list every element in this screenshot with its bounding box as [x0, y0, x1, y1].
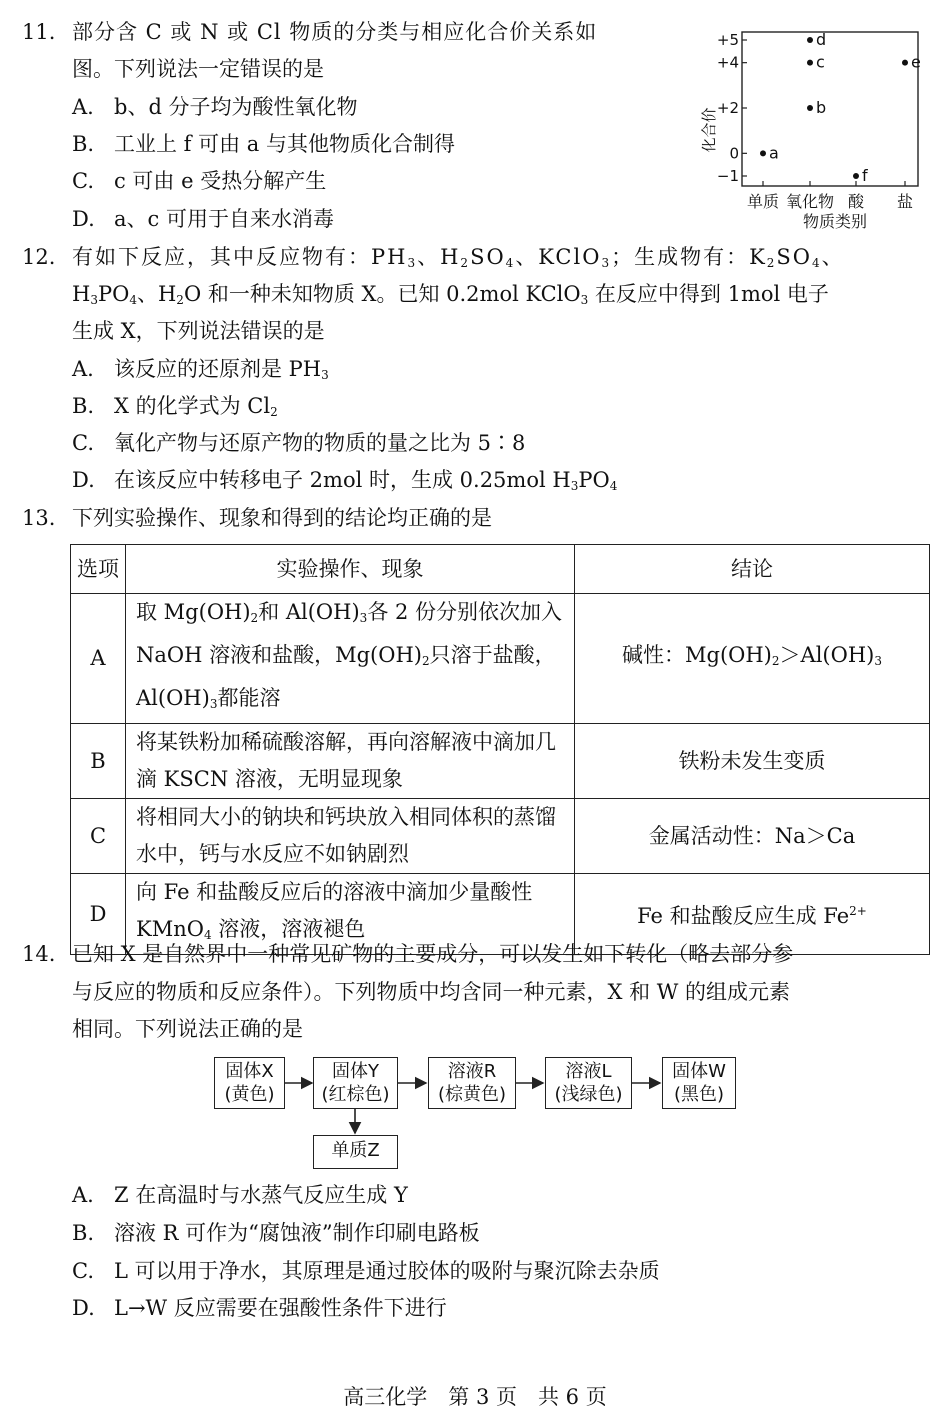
q13-table [70, 544, 930, 955]
q12-stem-line3: 生成 X，下列说法错误的是 [72, 319, 325, 343]
q14-option-a: A. Z 在高温时与水蒸气反应生成 Y [72, 1183, 408, 1207]
q11-option-c: C. c 可由 e 受热分解产生 [72, 169, 327, 193]
row-operation: 取 $Mg(OH)_2$和 $Al(OH)_3$各 2 份分别依次加入 NaOH 溶液和盐酸，$Mg(OH)_2$只溶于盐酸，$Al(OH)_3$都能溶 [126, 594, 575, 724]
q12-stem-line1: 12. 有如下反应，其中反应物有：$PH_3$、$H_2SO_4$、KClO$_3$；生成物有：$K_2SO_4$、 [22, 245, 845, 270]
q11-option-d: D. a、c 可用于自来水消毒 [72, 207, 334, 231]
q11-number: 11. [22, 20, 56, 44]
row-conclusion: Fe 和盐酸反应生成 $Fe^{2+}$ [575, 874, 930, 955]
table-row [71, 799, 930, 874]
q14-option-c: C. L 可以用于净水，其原理是通过胶体的吸附与聚沉除去杂质 [72, 1259, 660, 1283]
q14-stem-line3: 相同。下列说法正确的是 [72, 1017, 303, 1041]
table-row [71, 594, 930, 724]
header-option: 选项 [71, 545, 126, 594]
header-conclusion: 结论 [575, 545, 930, 594]
q11-option-b: B. 工业上 f 可由 a 与其他物质化合制得 [72, 132, 455, 156]
chart-frame [742, 32, 918, 186]
row-operation: 将某铁粉加稀硫酸溶解，再向溶解液中滴加几滴 KSCN 溶液，无明显现象 [126, 724, 575, 799]
q12-option-b: B. X 的化学式为 $Cl_2$ [72, 394, 278, 419]
q14-stem-line2: 与反应的物质和反应条件）。下列物质中均含同一种元素，X 和 W 的组成元素 [72, 980, 791, 1004]
q12-number: 12. [22, 245, 56, 269]
chart-xlabel: 物质类别 [802, 212, 868, 231]
row-conclusion: 铁粉未发生变质 [575, 724, 930, 799]
y-tick-label: 0 [729, 144, 739, 163]
row-option: C [71, 799, 126, 874]
q12-stem-line2: $H_3PO_4$、$H_2O$ 和一种未知物质 X。已知 0.2mol KClO$_3$ 在反应中得到 1mol 电子 [72, 282, 829, 307]
point-e [902, 60, 908, 66]
x-tick-label: 盐 [896, 192, 914, 211]
row-option: D [71, 874, 126, 955]
q11-stem-text1: 部分含 C 或 N 或 Cl 物质的分类与相应化合价关系如 [72, 20, 598, 44]
q14-stem-line1: 14. 已知 X 是自然界中一种常见矿物的主要成分，可以发生如下转化（略去部分参 [22, 942, 794, 966]
chart-ylabel: 化合价 [700, 107, 718, 153]
point-f [853, 173, 859, 179]
flow-box-w: 固体W (黑色) [662, 1057, 736, 1109]
y-tick-label: +5 [716, 31, 739, 49]
row-conclusion: 金属活动性：Na＞Ca [575, 799, 930, 874]
q13-number: 13. [22, 506, 56, 530]
row-operation: 将相同大小的钠块和钙块放入相同体积的蒸馏水中，钙与水反应不如钠剧烈 [126, 799, 575, 874]
point-label-a: a [769, 143, 779, 163]
chart-ticks [717, 31, 913, 211]
x-tick-label: 氧化物 [785, 192, 835, 211]
table-header-row [71, 545, 930, 594]
q13-stem: 13. 下列实验操作、现象和得到的结论均正确的是 [22, 506, 492, 530]
y-tick-label: −1 [716, 167, 739, 185]
chart-points [760, 30, 921, 185]
point-label-c: c [816, 52, 825, 72]
header-operation: 实验操作、现象 [126, 545, 575, 594]
table-row [71, 724, 930, 799]
flow-box-x: 固体X (黄色) [214, 1057, 285, 1109]
y-tick-label: +2 [716, 99, 739, 117]
q11-stem-line1 [0, 22, 597, 43]
point-label-f: f [862, 166, 868, 185]
q11-option-a: A. b、d 分子均为酸性氧化物 [72, 95, 358, 119]
row-operation: 向 Fe 和盐酸反应后的溶液中滴加少量酸性 KMnO$_4$ 溶液，溶液褪色 [126, 874, 575, 955]
q12-option-c: C. 氧化产物与还原产物的物质的量之比为 5∶8 [72, 431, 526, 455]
row-option: A [71, 594, 126, 724]
flow-box-l: 溶液L (浅绿色) [545, 1057, 632, 1109]
point-b [807, 105, 813, 111]
x-tick-label: 单质 [746, 192, 780, 211]
q11-stem-line2: 图。下列说法一定错误的是 [72, 57, 324, 81]
q14-option-b: B. 溶液 R 可作为“腐蚀液”制作印刷电路板 [72, 1221, 480, 1245]
flow-box-y: 固体Y (红棕色) [313, 1057, 398, 1109]
q14-number: 14. [22, 942, 56, 966]
page-footer: 高三化学 第 3 页 共 6 页 [343, 1385, 607, 1409]
point-c [807, 60, 813, 66]
q12-option-a: A. 该反应的还原剂是 $PH_3$ [72, 357, 329, 382]
row-option: B [71, 724, 126, 799]
row-conclusion: 碱性：$Mg(OH)_2>Al(OH)_3$ [575, 594, 930, 724]
flow-box-r: 溶液R (棕黄色) [428, 1057, 516, 1109]
valence-chart [690, 18, 930, 233]
q12-option-d: D. 在该反应中转移电子 2mol 时，生成 0.25mol $H_3PO_4$ [72, 468, 618, 493]
q14-option-d: D. L→W 反应需要在强酸性条件下进行 [72, 1296, 447, 1320]
chart-border [742, 32, 918, 186]
point-a [760, 150, 766, 156]
x-tick-label: 酸 [847, 192, 865, 211]
point-label-b: b [816, 98, 827, 117]
point-d [807, 37, 813, 43]
flow-box-z: 单质Z [313, 1135, 398, 1169]
point-label-e: e [911, 52, 921, 72]
y-tick-label: +4 [716, 53, 739, 72]
point-label-d: d [816, 30, 827, 49]
